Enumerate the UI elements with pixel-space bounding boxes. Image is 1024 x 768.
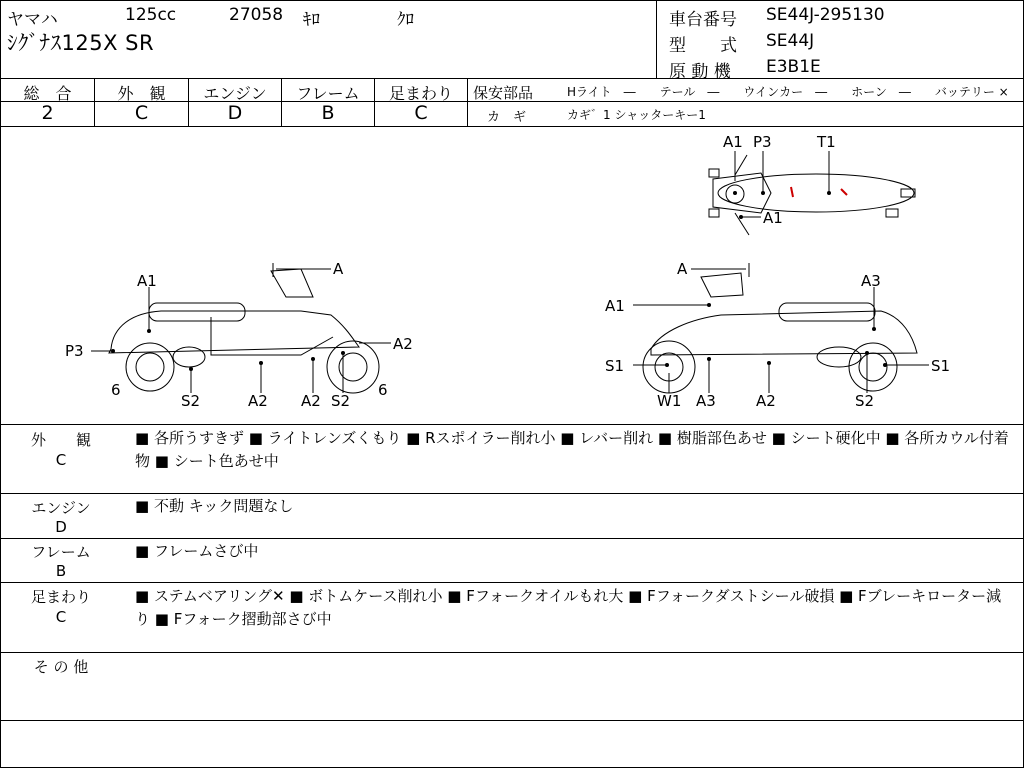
diagram-label: S1 xyxy=(605,357,625,375)
divider xyxy=(656,1,657,78)
divider xyxy=(467,78,468,126)
diagram-label: 6 xyxy=(111,381,121,399)
frame-no: SE44J-295130 xyxy=(766,5,885,25)
divider xyxy=(1,78,1023,79)
divider xyxy=(1,493,1023,494)
divider xyxy=(1,538,1023,539)
divider xyxy=(1,720,1023,721)
diagram-label: A2 xyxy=(756,392,776,410)
section-grade-suspension: C xyxy=(55,608,67,626)
diagram-label: S2 xyxy=(331,392,351,410)
section-grade-engine: D xyxy=(55,518,67,536)
diagram-label: A1 xyxy=(763,209,783,227)
maker: ヤマハ xyxy=(7,10,58,30)
section-label-exterior: 外 観 xyxy=(30,431,91,449)
diagram-label: P3 xyxy=(65,342,84,360)
diagram-label: 6 xyxy=(378,381,388,399)
section-label-suspension: 足まわり xyxy=(30,588,91,606)
diagram-label: A2 xyxy=(248,392,268,410)
grade-label-exterior: 外 観 xyxy=(117,84,166,103)
diagram-label: S2 xyxy=(181,392,201,410)
divider xyxy=(1,652,1023,653)
section-label-other: そ の 他 xyxy=(33,658,89,676)
section-text-suspension: ■ ステムベアリング✕ ■ ボトムケース削れ小 ■ Fフォークオイルもれ大 ■ Fフォークダストシール破損 ■ Fブレーキローター減り ■ Fフォーク摺動部さび中 xyxy=(135,587,1002,628)
grade-label-engine: エンジン xyxy=(203,84,267,103)
section-text-exterior: ■ 各所うすきず ■ ライトレンズくもり ■ Rスポイラー削れ小 ■ レバー削れ ■ 樹脂部色あせ ■ シート硬化中 ■ 各所カウル付着物 ■ シート色あせ中 xyxy=(135,429,1009,470)
grade-value-exterior: C xyxy=(134,102,149,124)
scooter-top-view xyxy=(709,155,915,235)
diagram-label: S1 xyxy=(931,357,951,375)
damage-diagram xyxy=(1,127,1023,424)
diagram-label: A xyxy=(333,260,344,278)
section-grade-frame: B xyxy=(55,562,67,580)
divider xyxy=(1,424,1023,425)
safety-label: 保安部品 xyxy=(473,84,534,102)
diagram-label: P3 xyxy=(753,133,772,151)
grade-label-suspension: 足まわり xyxy=(388,84,453,103)
diagram-label: A1 xyxy=(137,272,157,290)
color: ｸﾛ xyxy=(397,10,414,30)
grade-value-suspension: C xyxy=(414,102,428,124)
frame-no-label: 車台番号 xyxy=(669,10,737,30)
diagram-label: A1 xyxy=(605,297,625,315)
type-value: SE44J xyxy=(766,31,815,51)
diagram-label: A1 xyxy=(723,133,743,151)
mileage: 27058 xyxy=(229,5,284,25)
section-label-frame: フレーム xyxy=(31,543,91,561)
section-text-engine: ■ 不動 キック問題なし xyxy=(135,497,294,515)
safety-parts: Hライト ― テール ― ウインカー ― ホーン ― バッテリー × xyxy=(567,85,1009,99)
grade-value-overall: 2 xyxy=(41,102,54,124)
diagram-label: S2 xyxy=(855,392,875,410)
mileage-unit: ｷﾛ xyxy=(303,10,320,30)
grade-value-engine: D xyxy=(227,102,243,124)
key-value: カギ゛1 シャッターキー1 xyxy=(567,108,706,122)
diagram-label: T1 xyxy=(817,133,836,151)
section-text-frame: ■ フレームさび中 xyxy=(135,542,259,560)
damage-marks-red xyxy=(791,187,847,197)
grade-value-frame: B xyxy=(321,102,335,124)
grade-label-frame: フレーム xyxy=(296,84,360,103)
key-label: カ ギ xyxy=(487,110,527,125)
diagram-label: A2 xyxy=(393,335,413,353)
type-label: 型 式 xyxy=(669,36,737,56)
divider xyxy=(1,582,1023,583)
engine-value: E3B1E xyxy=(766,57,821,77)
diagram-label: A2 xyxy=(301,392,321,410)
displacement: 125cc xyxy=(125,5,177,25)
section-label-engine: エンジン xyxy=(31,499,91,517)
diagram-label: A3 xyxy=(696,392,716,410)
diagram-label: A xyxy=(677,260,688,278)
model-name: ｼｸﾞﾅｽ125X SR xyxy=(7,31,155,55)
grade-label-overall: 総 合 xyxy=(23,84,72,103)
engine-label: 原 動 機 xyxy=(669,62,731,82)
diagram-label: W1 xyxy=(657,392,682,410)
diagram-label: A3 xyxy=(861,272,881,290)
section-grade-exterior: C xyxy=(55,451,67,469)
